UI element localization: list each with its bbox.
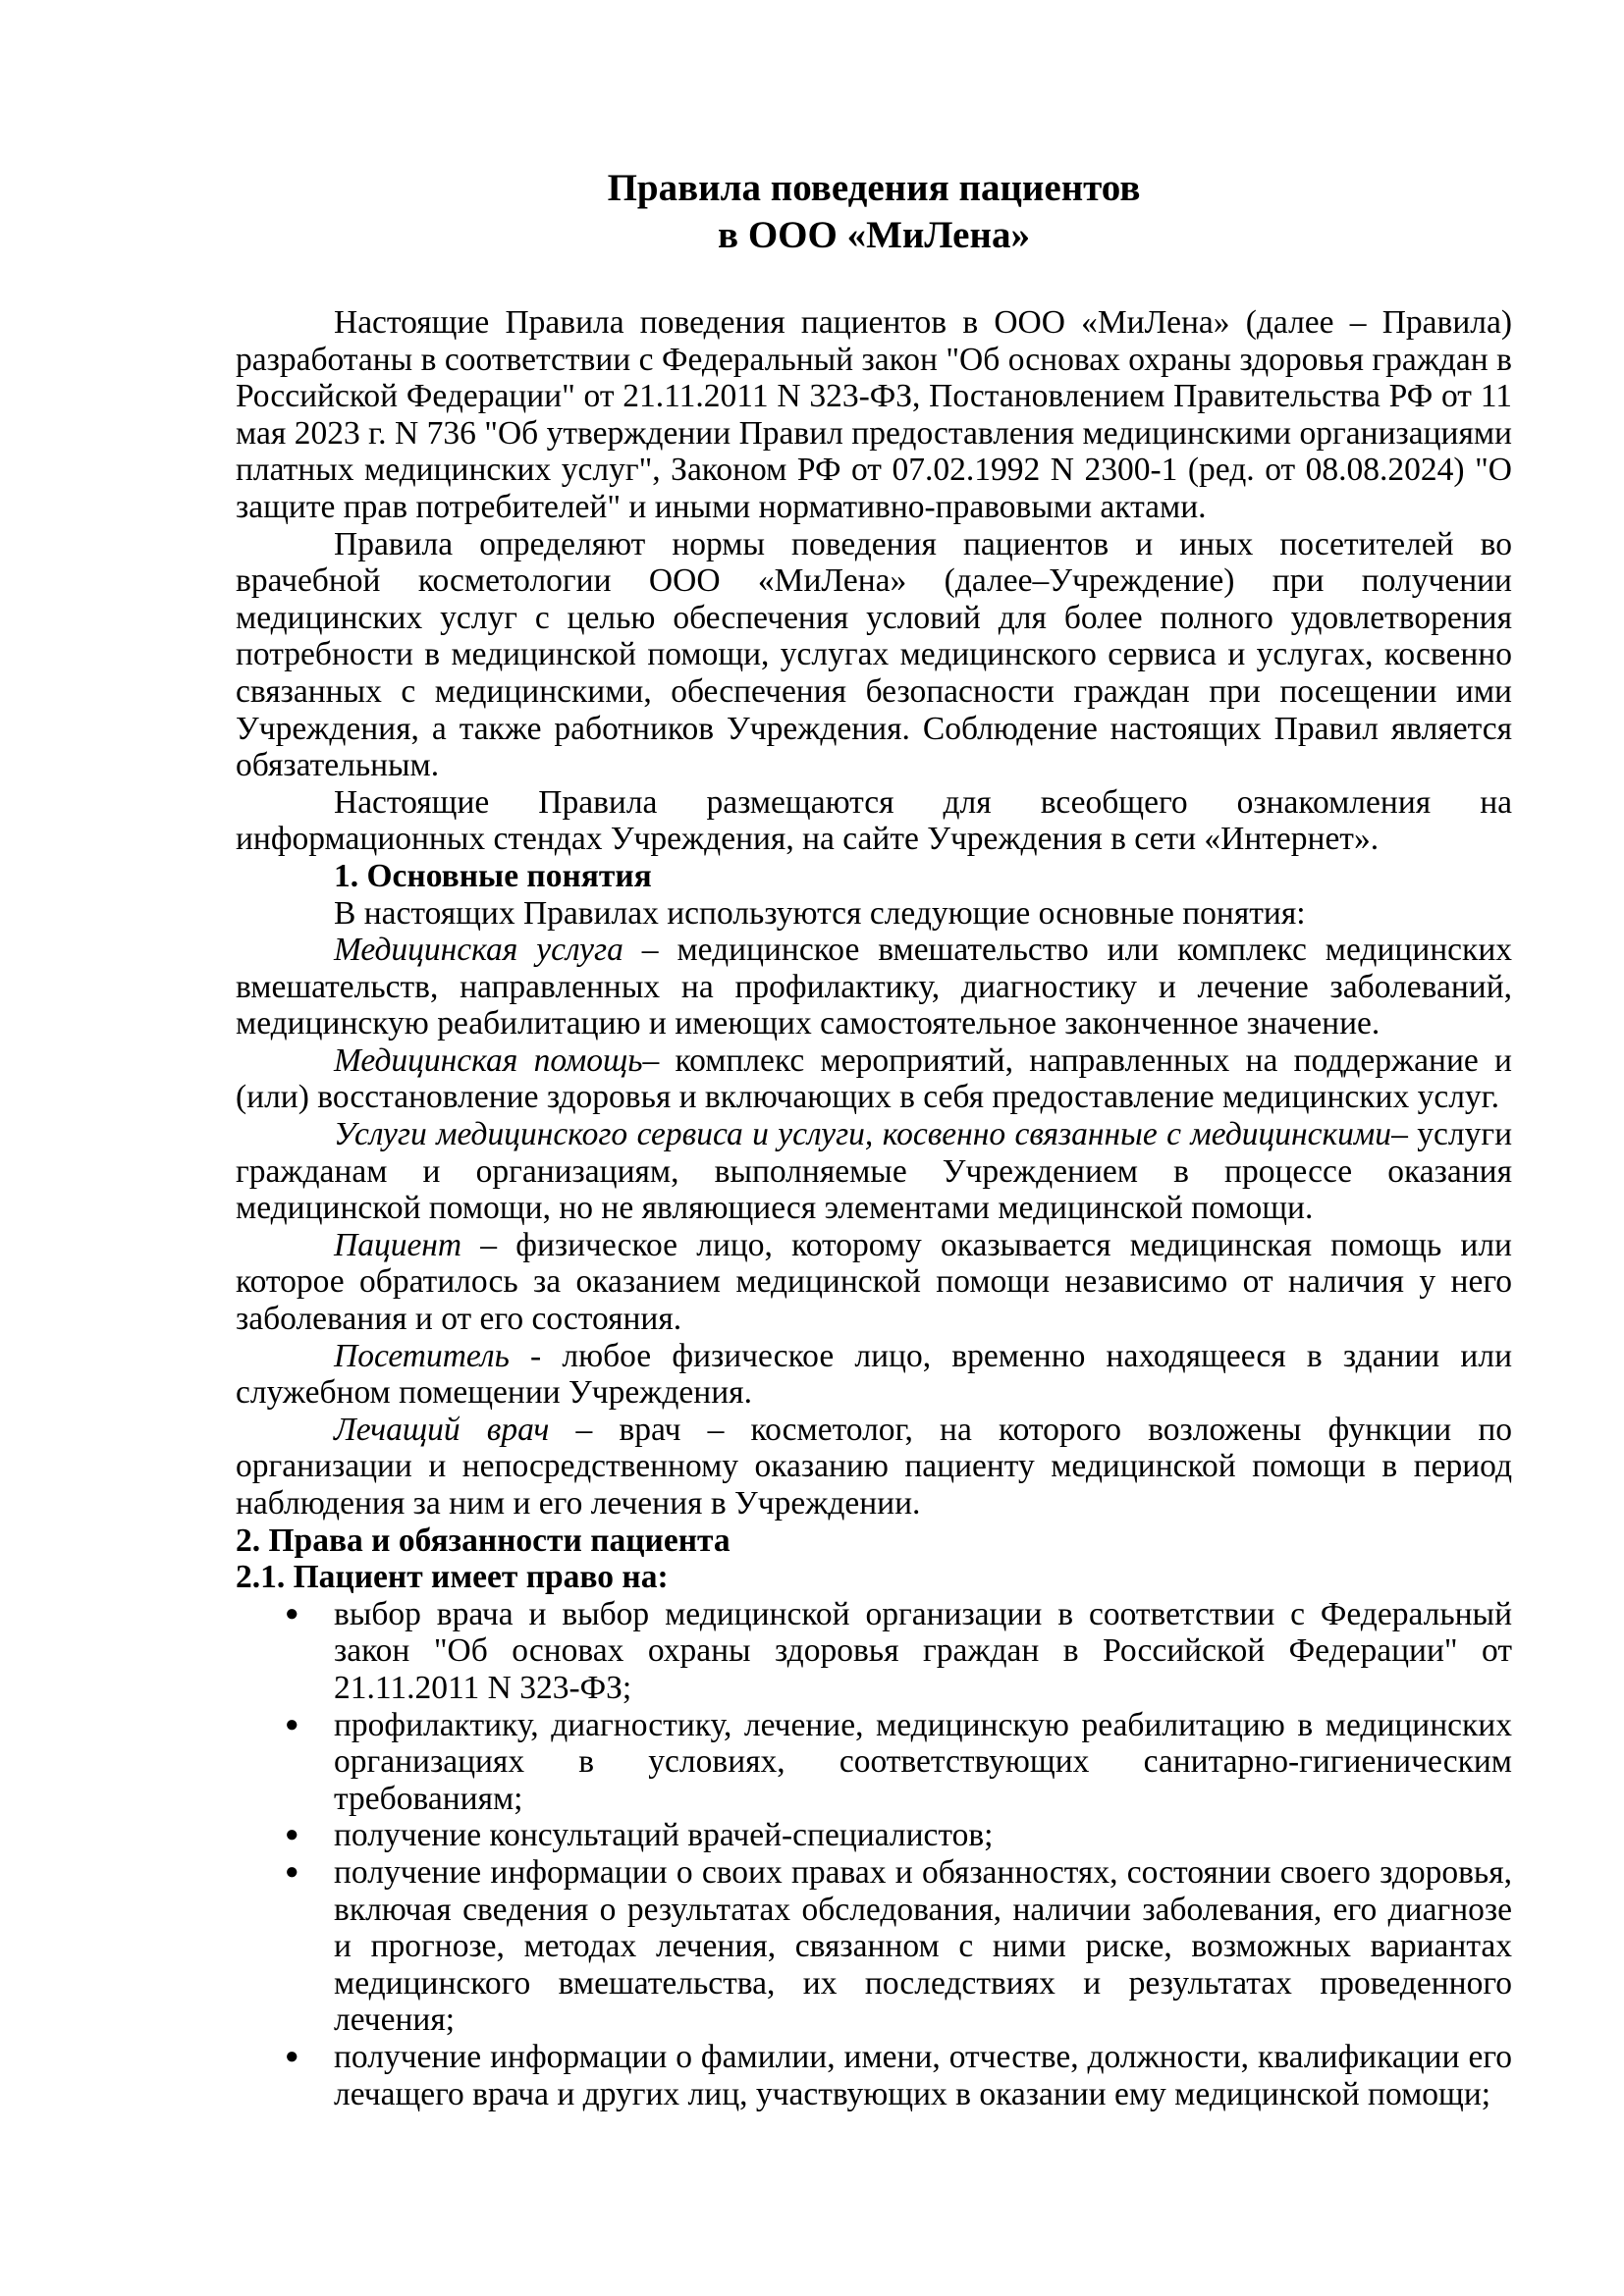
list-item-text: выбор врача и выбор медицинской организации в соответствии с Федеральный закон "Об основах охраны здоровья граждан в Российской Федерации" от 21.11.2011 N 323-ФЗ; — [334, 1595, 1512, 1706]
document-page — [236, 165, 1512, 2112]
definition-text: – врач – косметолог, на которого возложены функции по организации и непосредственному оказанию пациенту медицинской помощи в период наблюдения за ним и его лечения в Учреждении. — [236, 1411, 1513, 1522]
bullet-icon: ● — [285, 1858, 299, 1885]
intro-paragraph-3: Настоящие Правила размещаются для всеобщего ознакомления на информационных стендах Учреждения, на сайте Учреждения в сети «Интернет». — [236, 783, 1512, 858]
intro-paragraph-2: Правила определяют нормы поведения пациентов и иных посетителей во врачебной косметологии ООО «МиЛена» (далее–Учреждение) при получении медицинских услуг с целью обеспечения условий для более полного удовлетворения потребности в медицинской помощи, услугах медицинского сервиса и услугах, косвенно связанных с медицинскими, обеспечения безопасности граждан при посещении ими Учреждения, а также работников Учреждения. Соблюдение настоящих Правил является обязательным. — [236, 525, 1512, 784]
list-item-text: получение информации о фамилии, имени, отчестве, должности, квалификации его лечащего врача и других лиц, участвующих в оказании ему медицинской помощи; — [334, 2038, 1512, 2112]
definition-text: - любое физическое лицо, временно находящееся в здании или служебном помещении Учреждения. — [236, 1337, 1512, 1412]
term-attending-doctor: Лечащий врач — [334, 1411, 550, 1448]
list-item — [285, 1706, 1512, 1818]
definition-text: – медицинское вмешательство или комплекс медицинских вмешательств, направленных на профилактику, диагностику и лечение заболеваний, медицинскую реабилитацию и имеющих самостоятельное законченное значение. — [236, 932, 1512, 1042]
definition-patient — [236, 1227, 1512, 1338]
section-2-1-heading: 2.1. Пациент имеет право на: — [236, 1559, 669, 1596]
definition-attending-doctor — [236, 1412, 1512, 1522]
section-1-heading: 1. Основные понятия — [334, 857, 652, 894]
term-medical-service: Медицинская услуга — [334, 932, 623, 969]
term-visitor: Посетитель — [334, 1337, 510, 1374]
bullet-icon: ● — [285, 2043, 299, 2069]
definition-text: – комплекс мероприятий, направленных на поддержание и (или) восстановление здоровья и включающих в себя предоставление медицинских услуг. — [236, 1041, 1512, 1116]
document-title — [236, 165, 1512, 259]
definition-medical-service — [236, 932, 1512, 1042]
list-item-text: получение информации о своих правах и обязанностях, состоянии своего здоровья, включая сведения о результатах обследования, наличии заболевания, его диагнозе и прогнозе, методах лечения, связанном с ними риске, возможных вариантах медицинского вмешательства, их последствиях и результатах проведенного лечения; — [334, 1853, 1512, 2039]
list-item-text: получение консультаций врачей-специалистов; — [334, 1817, 994, 1854]
term-service-support: Услуги медицинского сервиса и услуги, косвенно связанные с медицинскими — [334, 1116, 1392, 1153]
title-line-1: Правила поведения пациентов — [607, 167, 1141, 209]
bullet-icon: ● — [285, 1711, 299, 1737]
definition-text: – услуги гражданам и организациям, выполняемые Учреждением в процессе оказания медицинской помощи, но не являющиеся элементами медицинской помощи. — [236, 1116, 1512, 1227]
bullet-icon: ● — [285, 1822, 299, 1848]
list-item — [285, 1595, 1512, 1707]
section-2-heading: 2. Права и обязанности пациента — [236, 1522, 731, 1559]
definition-service-support — [236, 1116, 1512, 1227]
patient-rights-list — [236, 1596, 1512, 2112]
list-item — [285, 1817, 1512, 1854]
list-item — [285, 1853, 1512, 2039]
definition-visitor — [236, 1338, 1512, 1412]
list-item — [285, 2038, 1512, 2112]
definition-text: – физическое лицо, которому оказывается медицинская помощь или которое обратилось за оказанием медицинской помощи независимо от наличия у него заболевания и от его состояния. — [236, 1226, 1512, 1338]
intro-paragraph-1: Настоящие Правила поведения пациентов в ООО «МиЛена» (далее – Правила) разработаны в соответствии с Федеральный закон "Об основах охраны здоровья граждан в Российской Федерации" от 21.11.2011 N 323-ФЗ, Постановлением Правительства РФ от 11 мая 2023 г. N 736 "Об утверждении Правил предоставления медицинскими организациями платных медицинских услуг", Законом РФ от 07.02.1992 N 2300-1 (ред. от 08.08.2024) "О защите прав потребителей" и иными нормативно-правовыми актами. — [236, 304, 1512, 525]
list-item-text: профилактику, диагностику, лечение, медицинскую реабилитацию в медицинских организациях в условиях, соответствующих санитарно-гигиеническим требованиям; — [334, 1706, 1512, 1817]
title-line-2: в ООО «МиЛена» — [718, 214, 1030, 256]
term-patient: Пациент — [334, 1226, 462, 1263]
term-medical-care: Медицинская помощь — [334, 1041, 643, 1079]
section-1-lead: В настоящих Правилах используются следующие основные понятия: — [334, 894, 1306, 932]
definition-medical-care — [236, 1042, 1512, 1116]
bullet-icon: ● — [285, 1600, 299, 1627]
